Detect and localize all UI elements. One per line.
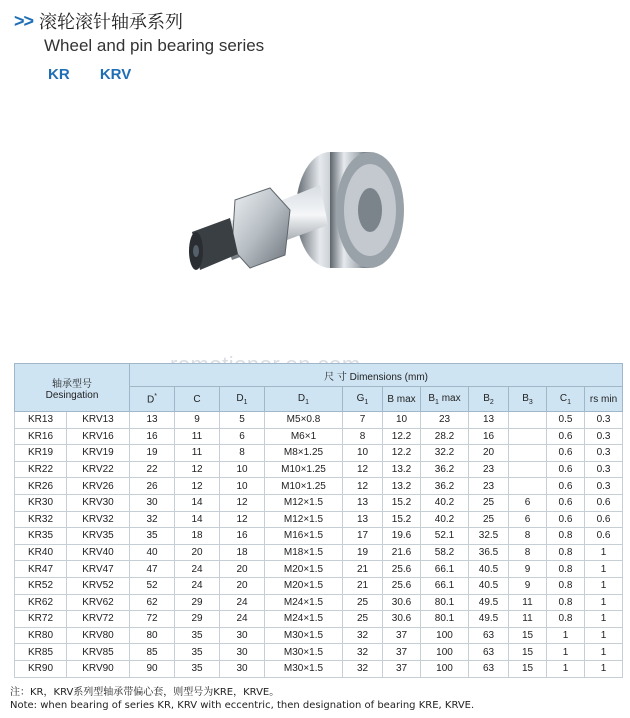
table-cell: 23: [469, 461, 509, 478]
table-cell: 66.1: [421, 561, 469, 578]
table-cell: 0.6: [547, 428, 585, 445]
table-cell: KR19: [15, 445, 67, 462]
table-cell: 8: [509, 528, 547, 545]
table-cell: 30.6: [383, 611, 421, 628]
table-cell: M10×1.25: [265, 461, 343, 478]
table-cell: 0.8: [547, 594, 585, 611]
table-row: [15, 660, 623, 677]
table-cell: 85: [130, 644, 175, 661]
table-cell: 13: [469, 412, 509, 429]
table-cell: 24: [220, 611, 265, 628]
table-cell: 30: [130, 494, 175, 511]
table-cell: 15: [509, 644, 547, 661]
table-cell: 80.1: [421, 594, 469, 611]
table-cell: 12: [175, 478, 220, 495]
table-cell: 12: [175, 461, 220, 478]
table-cell: 18: [220, 544, 265, 561]
table-cell: 0.6: [547, 494, 585, 511]
model-list: [48, 66, 264, 83]
col-b-max: B max: [383, 387, 421, 412]
table-cell: 62: [130, 594, 175, 611]
table-cell: 32: [343, 660, 383, 677]
table-cell: [509, 428, 547, 445]
table-cell: 6: [220, 428, 265, 445]
table-cell: 100: [421, 660, 469, 677]
table-cell: 10: [383, 412, 421, 429]
table-cell: M20×1.5: [265, 577, 343, 594]
col-d: D*: [130, 387, 175, 412]
table-cell: KR40: [15, 544, 67, 561]
table-cell: KR35: [15, 528, 67, 545]
table-cell: 8: [220, 445, 265, 462]
table-cell: KRV16: [67, 428, 130, 445]
table-cell: KRV32: [67, 511, 130, 528]
table-cell: 8: [343, 428, 383, 445]
table-cell: 5: [220, 412, 265, 429]
table-cell: 0.6: [547, 478, 585, 495]
table-cell: 24: [220, 594, 265, 611]
table-cell: 80.1: [421, 611, 469, 628]
table-cell: M6×1: [265, 428, 343, 445]
table-cell: 40.2: [421, 511, 469, 528]
table-cell: 0.6: [585, 511, 623, 528]
table-cell: 12: [220, 494, 265, 511]
table-row: [15, 412, 623, 429]
table-cell: 40.5: [469, 577, 509, 594]
table-cell: 11: [175, 428, 220, 445]
table-cell: KRV90: [67, 660, 130, 677]
table-cell: 20: [220, 561, 265, 578]
table-row: [15, 445, 623, 462]
note-en: Note: when bearing of series KR, KRV with eccentric, then designation of bearing KRE, KRVE.: [10, 700, 475, 711]
table-cell: [509, 412, 547, 429]
table-cell: 18: [175, 528, 220, 545]
table-cell: 1: [585, 561, 623, 578]
table-cell: 9: [509, 577, 547, 594]
table-cell: 14: [175, 494, 220, 511]
table-cell: 0.6: [547, 461, 585, 478]
table-cell: 10: [220, 478, 265, 495]
table-cell: 12: [220, 511, 265, 528]
table-cell: 29: [175, 594, 220, 611]
table-cell: KR52: [15, 577, 67, 594]
table-cell: KRV62: [67, 594, 130, 611]
table-cell: 9: [509, 561, 547, 578]
table-cell: 0.8: [547, 611, 585, 628]
table-cell: 36.5: [469, 544, 509, 561]
table-cell: M5×0.8: [265, 412, 343, 429]
table-cell: KR85: [15, 644, 67, 661]
table-row: [15, 428, 623, 445]
table-cell: 13: [130, 412, 175, 429]
col-b2: $B_2$: [469, 387, 509, 412]
table-cell: 1: [547, 644, 585, 661]
table-cell: 0.8: [547, 528, 585, 545]
table-cell: 37: [383, 627, 421, 644]
table-cell: 25.6: [383, 577, 421, 594]
table-cell: 23: [469, 478, 509, 495]
table-cell: M18×1.5: [265, 544, 343, 561]
table-cell: 0.6: [585, 528, 623, 545]
table-cell: 13: [343, 511, 383, 528]
table-cell: 25: [469, 494, 509, 511]
table-cell: 7: [343, 412, 383, 429]
table-cell: [509, 461, 547, 478]
table-row: [15, 494, 623, 511]
table-row: [15, 544, 623, 561]
table-cell: 25: [343, 594, 383, 611]
table-cell: 0.8: [547, 577, 585, 594]
col-c: C: [175, 387, 220, 412]
arrows-icon: >>: [14, 10, 34, 31]
table-cell: 0.3: [585, 445, 623, 462]
table-cell: KRV35: [67, 528, 130, 545]
table-row: [15, 594, 623, 611]
table-row: [15, 461, 623, 478]
table-cell: 30.6: [383, 594, 421, 611]
table-cell: KRV30: [67, 494, 130, 511]
table-cell: M30×1.5: [265, 644, 343, 661]
table-cell: 40: [130, 544, 175, 561]
col-c1: $C_1$: [547, 387, 585, 412]
table-cell: KRV40: [67, 544, 130, 561]
table-cell: 40.5: [469, 561, 509, 578]
table-cell: 1: [585, 627, 623, 644]
table-cell: 100: [421, 644, 469, 661]
designation-en: Desingation: [45, 389, 99, 401]
designation-cn: 轴承型号: [52, 378, 92, 390]
table-cell: 30: [220, 660, 265, 677]
table-cell: 32.2: [421, 445, 469, 462]
table-cell: 12: [343, 478, 383, 495]
table-cell: KRV26: [67, 478, 130, 495]
table-cell: M10×1.25: [265, 478, 343, 495]
table-cell: 1: [585, 644, 623, 661]
table-cell: 6: [509, 494, 547, 511]
table-cell: 35: [175, 644, 220, 661]
table-cell: KR72: [15, 611, 67, 628]
table-cell: KR26: [15, 478, 67, 495]
table-cell: 26: [130, 478, 175, 495]
table-cell: 0.3: [585, 461, 623, 478]
table-cell: 25.6: [383, 561, 421, 578]
table-cell: 40.2: [421, 494, 469, 511]
table-cell: 6: [509, 511, 547, 528]
table-cell: KRV22: [67, 461, 130, 478]
table-cell: KR22: [15, 461, 67, 478]
table-cell: 32: [343, 627, 383, 644]
table-cell: 15: [509, 660, 547, 677]
table-cell: 16: [220, 528, 265, 545]
table-cell: 1: [585, 611, 623, 628]
table-row: [15, 577, 623, 594]
col-rs-min: rs min: [585, 387, 623, 412]
table-cell: 10: [343, 445, 383, 462]
table-cell: 63: [469, 644, 509, 661]
table-cell: 72: [130, 611, 175, 628]
table-cell: 11: [509, 611, 547, 628]
table-cell: 1: [585, 594, 623, 611]
table-cell: 9: [175, 412, 220, 429]
table-cell: 0.3: [585, 412, 623, 429]
table-cell: 17: [343, 528, 383, 545]
table-cell: 8: [509, 544, 547, 561]
table-cell: KRV80: [67, 627, 130, 644]
table-cell: 37: [383, 660, 421, 677]
table-cell: KR62: [15, 594, 67, 611]
table-cell: KRV47: [67, 561, 130, 578]
table-cell: M12×1.5: [265, 494, 343, 511]
table-cell: 32.5: [469, 528, 509, 545]
table-cell: 13: [343, 494, 383, 511]
table-cell: 24: [175, 577, 220, 594]
table-cell: 80: [130, 627, 175, 644]
table-cell: M16×1.5: [265, 528, 343, 545]
model-krv: KRV: [99, 66, 132, 83]
table-cell: 1: [585, 577, 623, 594]
table-row: [15, 511, 623, 528]
table-row: [15, 528, 623, 545]
table-row: [15, 478, 623, 495]
table-cell: 0.6: [547, 511, 585, 528]
table-cell: [509, 445, 547, 462]
table-cell: 28.2: [421, 428, 469, 445]
table-cell: 21.6: [383, 544, 421, 561]
table-cell: KRV13: [67, 412, 130, 429]
col-g1: $G_1$: [343, 387, 383, 412]
title-english: Wheel and pin bearing series: [44, 36, 265, 55]
table-cell: 20: [469, 445, 509, 462]
table-cell: 35: [175, 627, 220, 644]
table-cell: 19: [130, 445, 175, 462]
table-cell: 12.2: [383, 428, 421, 445]
table-row: [15, 627, 623, 644]
table-cell: 20: [220, 577, 265, 594]
bearing-nut: [232, 188, 290, 268]
designation-header: [15, 364, 130, 412]
table-cell: KR16: [15, 428, 67, 445]
table-cell: 0.6: [585, 494, 623, 511]
table-cell: 24: [175, 561, 220, 578]
table-cell: KRV72: [67, 611, 130, 628]
table-cell: KR80: [15, 627, 67, 644]
table-cell: 66.1: [421, 577, 469, 594]
table-cell: 49.5: [469, 594, 509, 611]
page-header: [14, 8, 264, 83]
table-cell: 15.2: [383, 494, 421, 511]
table-cell: 23: [421, 412, 469, 429]
notes: [10, 686, 474, 712]
table-cell: 12.2: [383, 445, 421, 462]
table-cell: 22: [130, 461, 175, 478]
table-cell: 13.2: [383, 478, 421, 495]
table-cell: 49.5: [469, 611, 509, 628]
table-cell: 11: [509, 594, 547, 611]
spec-table: [14, 363, 623, 678]
table-cell: 32: [343, 644, 383, 661]
col-d1: $D_1$: [220, 387, 265, 412]
table-cell: 0.6: [547, 445, 585, 462]
table-cell: 47: [130, 561, 175, 578]
table-cell: M20×1.5: [265, 561, 343, 578]
table-cell: 35: [130, 528, 175, 545]
dimensions-header: 尺 寸 Dimensions (mm): [130, 364, 623, 387]
bearing-thread: [189, 218, 238, 270]
table-cell: 36.2: [421, 478, 469, 495]
col-b1-max: $B_1$ max: [421, 387, 469, 412]
table-cell: 25: [343, 611, 383, 628]
table-cell: 35: [175, 660, 220, 677]
table-cell: KRV19: [67, 445, 130, 462]
table-cell: M24×1.5: [265, 594, 343, 611]
table-cell: 30: [220, 644, 265, 661]
bearing-product-image: [180, 130, 410, 300]
table-cell: KR90: [15, 660, 67, 677]
table-cell: M30×1.5: [265, 627, 343, 644]
table-cell: KRV52: [67, 577, 130, 594]
table-row: [15, 644, 623, 661]
title-line: [14, 8, 264, 34]
table-cell: 16: [130, 428, 175, 445]
table-cell: 100: [421, 627, 469, 644]
table-cell: 0.5: [547, 412, 585, 429]
table-cell: 0.8: [547, 561, 585, 578]
table-cell: KR47: [15, 561, 67, 578]
table-cell: 14: [175, 511, 220, 528]
table-cell: 1: [547, 660, 585, 677]
table-cell: 13.2: [383, 461, 421, 478]
table-cell: 32: [130, 511, 175, 528]
table-cell: 10: [220, 461, 265, 478]
table-cell: 1: [585, 544, 623, 561]
table-cell: 63: [469, 660, 509, 677]
table-cell: 1: [547, 627, 585, 644]
table-cell: 15: [509, 627, 547, 644]
table-cell: 63: [469, 627, 509, 644]
table-cell: 12: [343, 461, 383, 478]
table-cell: 15.2: [383, 511, 421, 528]
table-cell: 0.3: [585, 478, 623, 495]
table-cell: 0.3: [585, 428, 623, 445]
title-chinese: 滚轮滚针轴承系列: [39, 12, 184, 33]
table-row: [15, 561, 623, 578]
table-cell: 1: [585, 660, 623, 677]
table-cell: 58.2: [421, 544, 469, 561]
table-cell: 90: [130, 660, 175, 677]
table-cell: M12×1.5: [265, 511, 343, 528]
model-kr: KR: [48, 66, 70, 83]
table-cell: 36.2: [421, 461, 469, 478]
table-cell: 21: [343, 561, 383, 578]
table-cell: M24×1.5: [265, 611, 343, 628]
table-cell: KR13: [15, 412, 67, 429]
table-cell: 21: [343, 577, 383, 594]
table-cell: 37: [383, 644, 421, 661]
table-cell: 25: [469, 511, 509, 528]
table-cell: KRV85: [67, 644, 130, 661]
table-cell: 20: [175, 544, 220, 561]
table-cell: 29: [175, 611, 220, 628]
spec-table-body: [15, 412, 623, 678]
table-cell: 52: [130, 577, 175, 594]
note-cn: 注：KR，KRV系列型轴承带偏心套，则型号为KRE，KRVE。: [10, 687, 280, 698]
table-cell: M8×1.25: [265, 445, 343, 462]
table-cell: [509, 478, 547, 495]
table-cell: 52.1: [421, 528, 469, 545]
table-cell: 16: [469, 428, 509, 445]
table-cell: 11: [175, 445, 220, 462]
table-cell: M30×1.5: [265, 660, 343, 677]
col-d1-thread: $D_1$: [265, 387, 343, 412]
table-cell: 19.6: [383, 528, 421, 545]
col-b3: $B_3$: [509, 387, 547, 412]
table-cell: KR32: [15, 511, 67, 528]
table-cell: 0.8: [547, 544, 585, 561]
table-cell: 30: [220, 627, 265, 644]
table-row: [15, 611, 623, 628]
table-cell: KR30: [15, 494, 67, 511]
table-cell: 19: [343, 544, 383, 561]
